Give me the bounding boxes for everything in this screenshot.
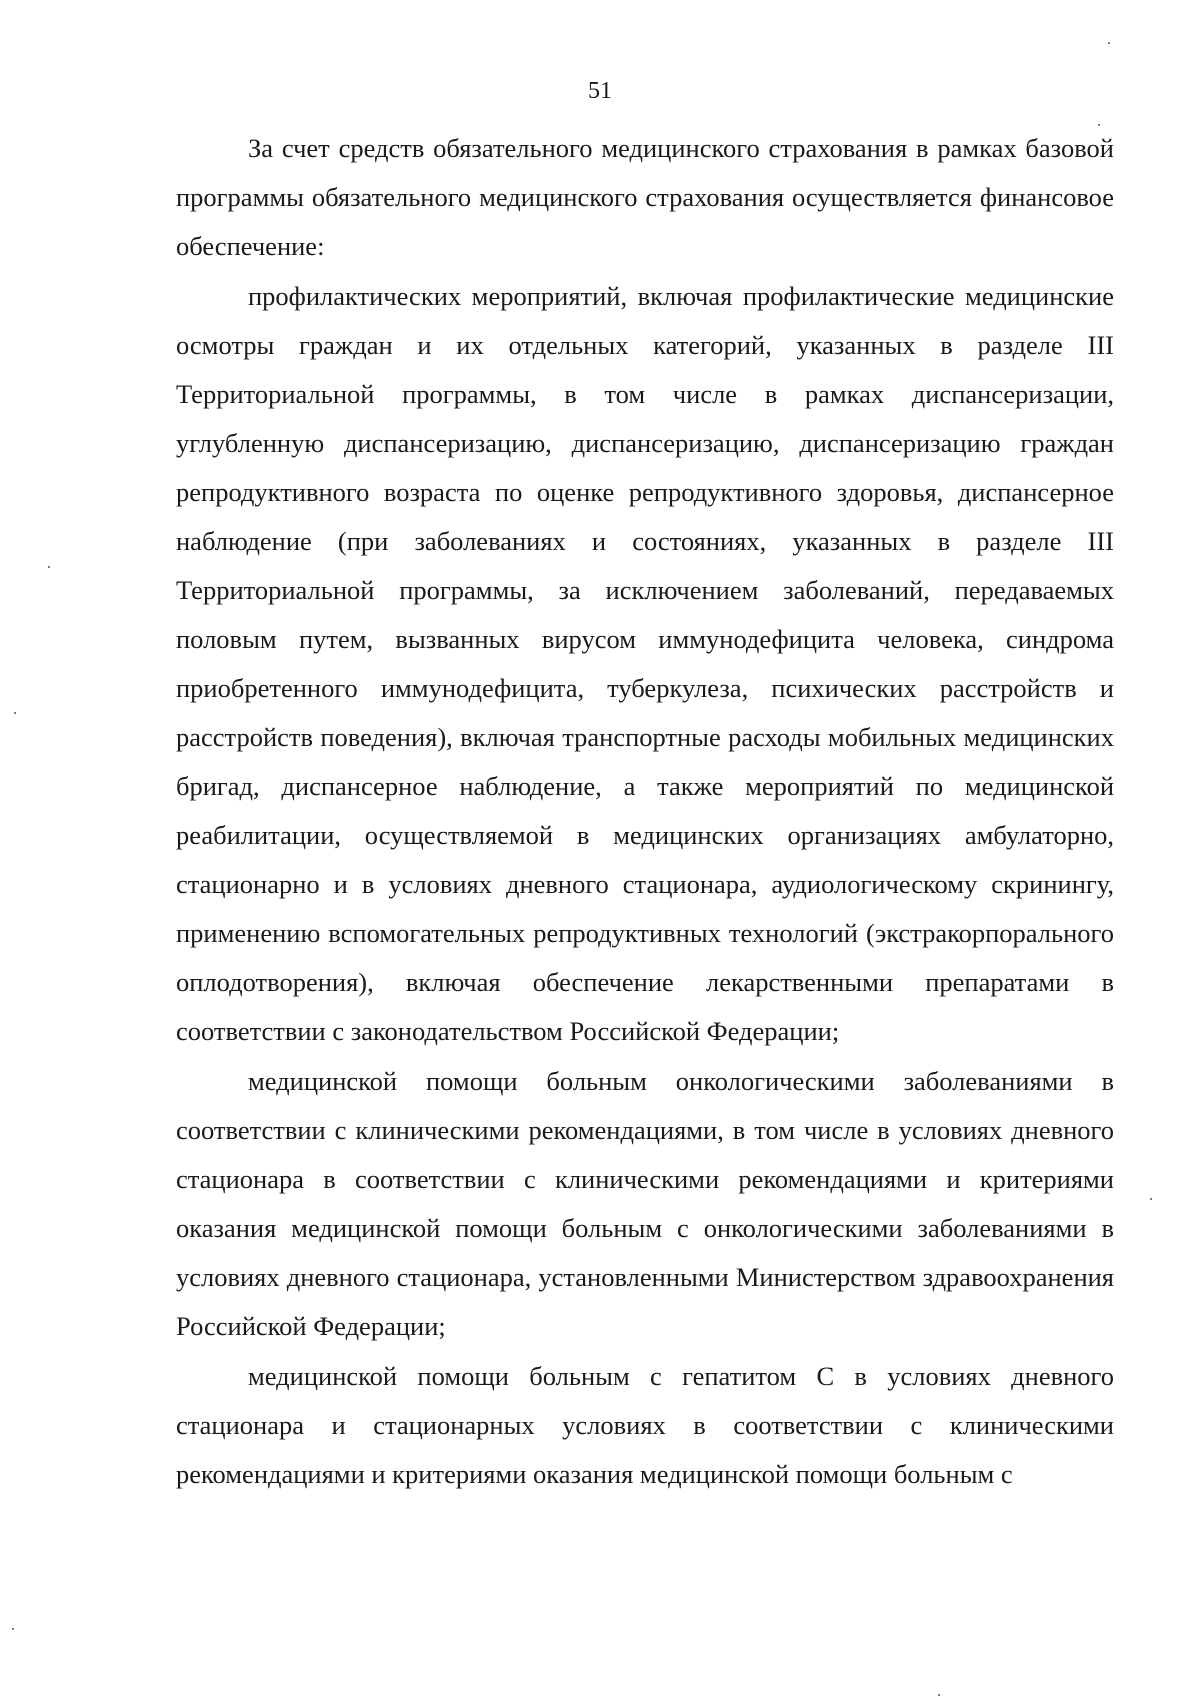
scan-speck [1098,124,1100,126]
scan-speck [1108,42,1110,44]
paragraph-hepatitis-c-care: медицинской помощи больным с гепатитом С в условиях дневного стационара и стационарных условиях в соответствии с клиническими рекомендациями и критериями оказания медицинской помощи больным с [176,1361,1114,1489]
scan-speck [1150,1198,1152,1200]
scan-speck [12,1628,14,1630]
paragraph-intro: За счет средств обязательного медицинского страхования в рамках базовой программы обязательного медицинского страхования осуществляется финансовое обеспечение: [176,133,1114,261]
scan-speck [938,1694,940,1696]
paragraph-oncology-care: медицинской помощи больным онкологическими заболеваниями в соответствии с клиническими рекомендациями, в том числе в условиях дневного стационара в соответствии с клиническими рекомендациями и критериями оказания медицинской помощи больным с онкологическими заболеваниями в условиях дневного стационара, установленными Министерством здравоохранения Российской Федерации; [176,1066,1114,1341]
scan-speck [48,566,50,568]
scan-speck [14,712,16,714]
paragraph-preventive-measures: профилактических мероприятий, включая профилактические медицинские осмотры граждан и их отдельных категорий, указанных в разделе III Территориальной программы, в том числе в рамках диспансеризации, углубленную диспансеризацию, диспансеризацию, диспансеризацию граждан репродуктивного возраста по оценке репродуктивного здоровья, диспансерное наблюдение (при заболеваниях и состояниях, указанных в разделе III Территориальной программы, за исключением заболеваний, передаваемых половым путем, вызванных вирусом иммунодефицита человека, синдрома приобретенного иммунодефицита, туберкулеза, психических расстройств и расстройств поведения), включая транспортные расходы мобильных медицинских бригад, диспансерное наблюдение, а также мероприятий по медицинской реабилитации, осуществляемой в медицинских организациях амбулаторно, стационарно и в условиях дневного стационара, аудиологическому скринингу, применению вспомогательных репродуктивных технологий (экстракорпорального оплодотворения), включая обеспечение лекарственными препаратами в соответствии с законодательством Российской Федерации; [176,281,1114,1046]
document-body [176,124,1114,1499]
page-number: 51 [588,78,612,104]
